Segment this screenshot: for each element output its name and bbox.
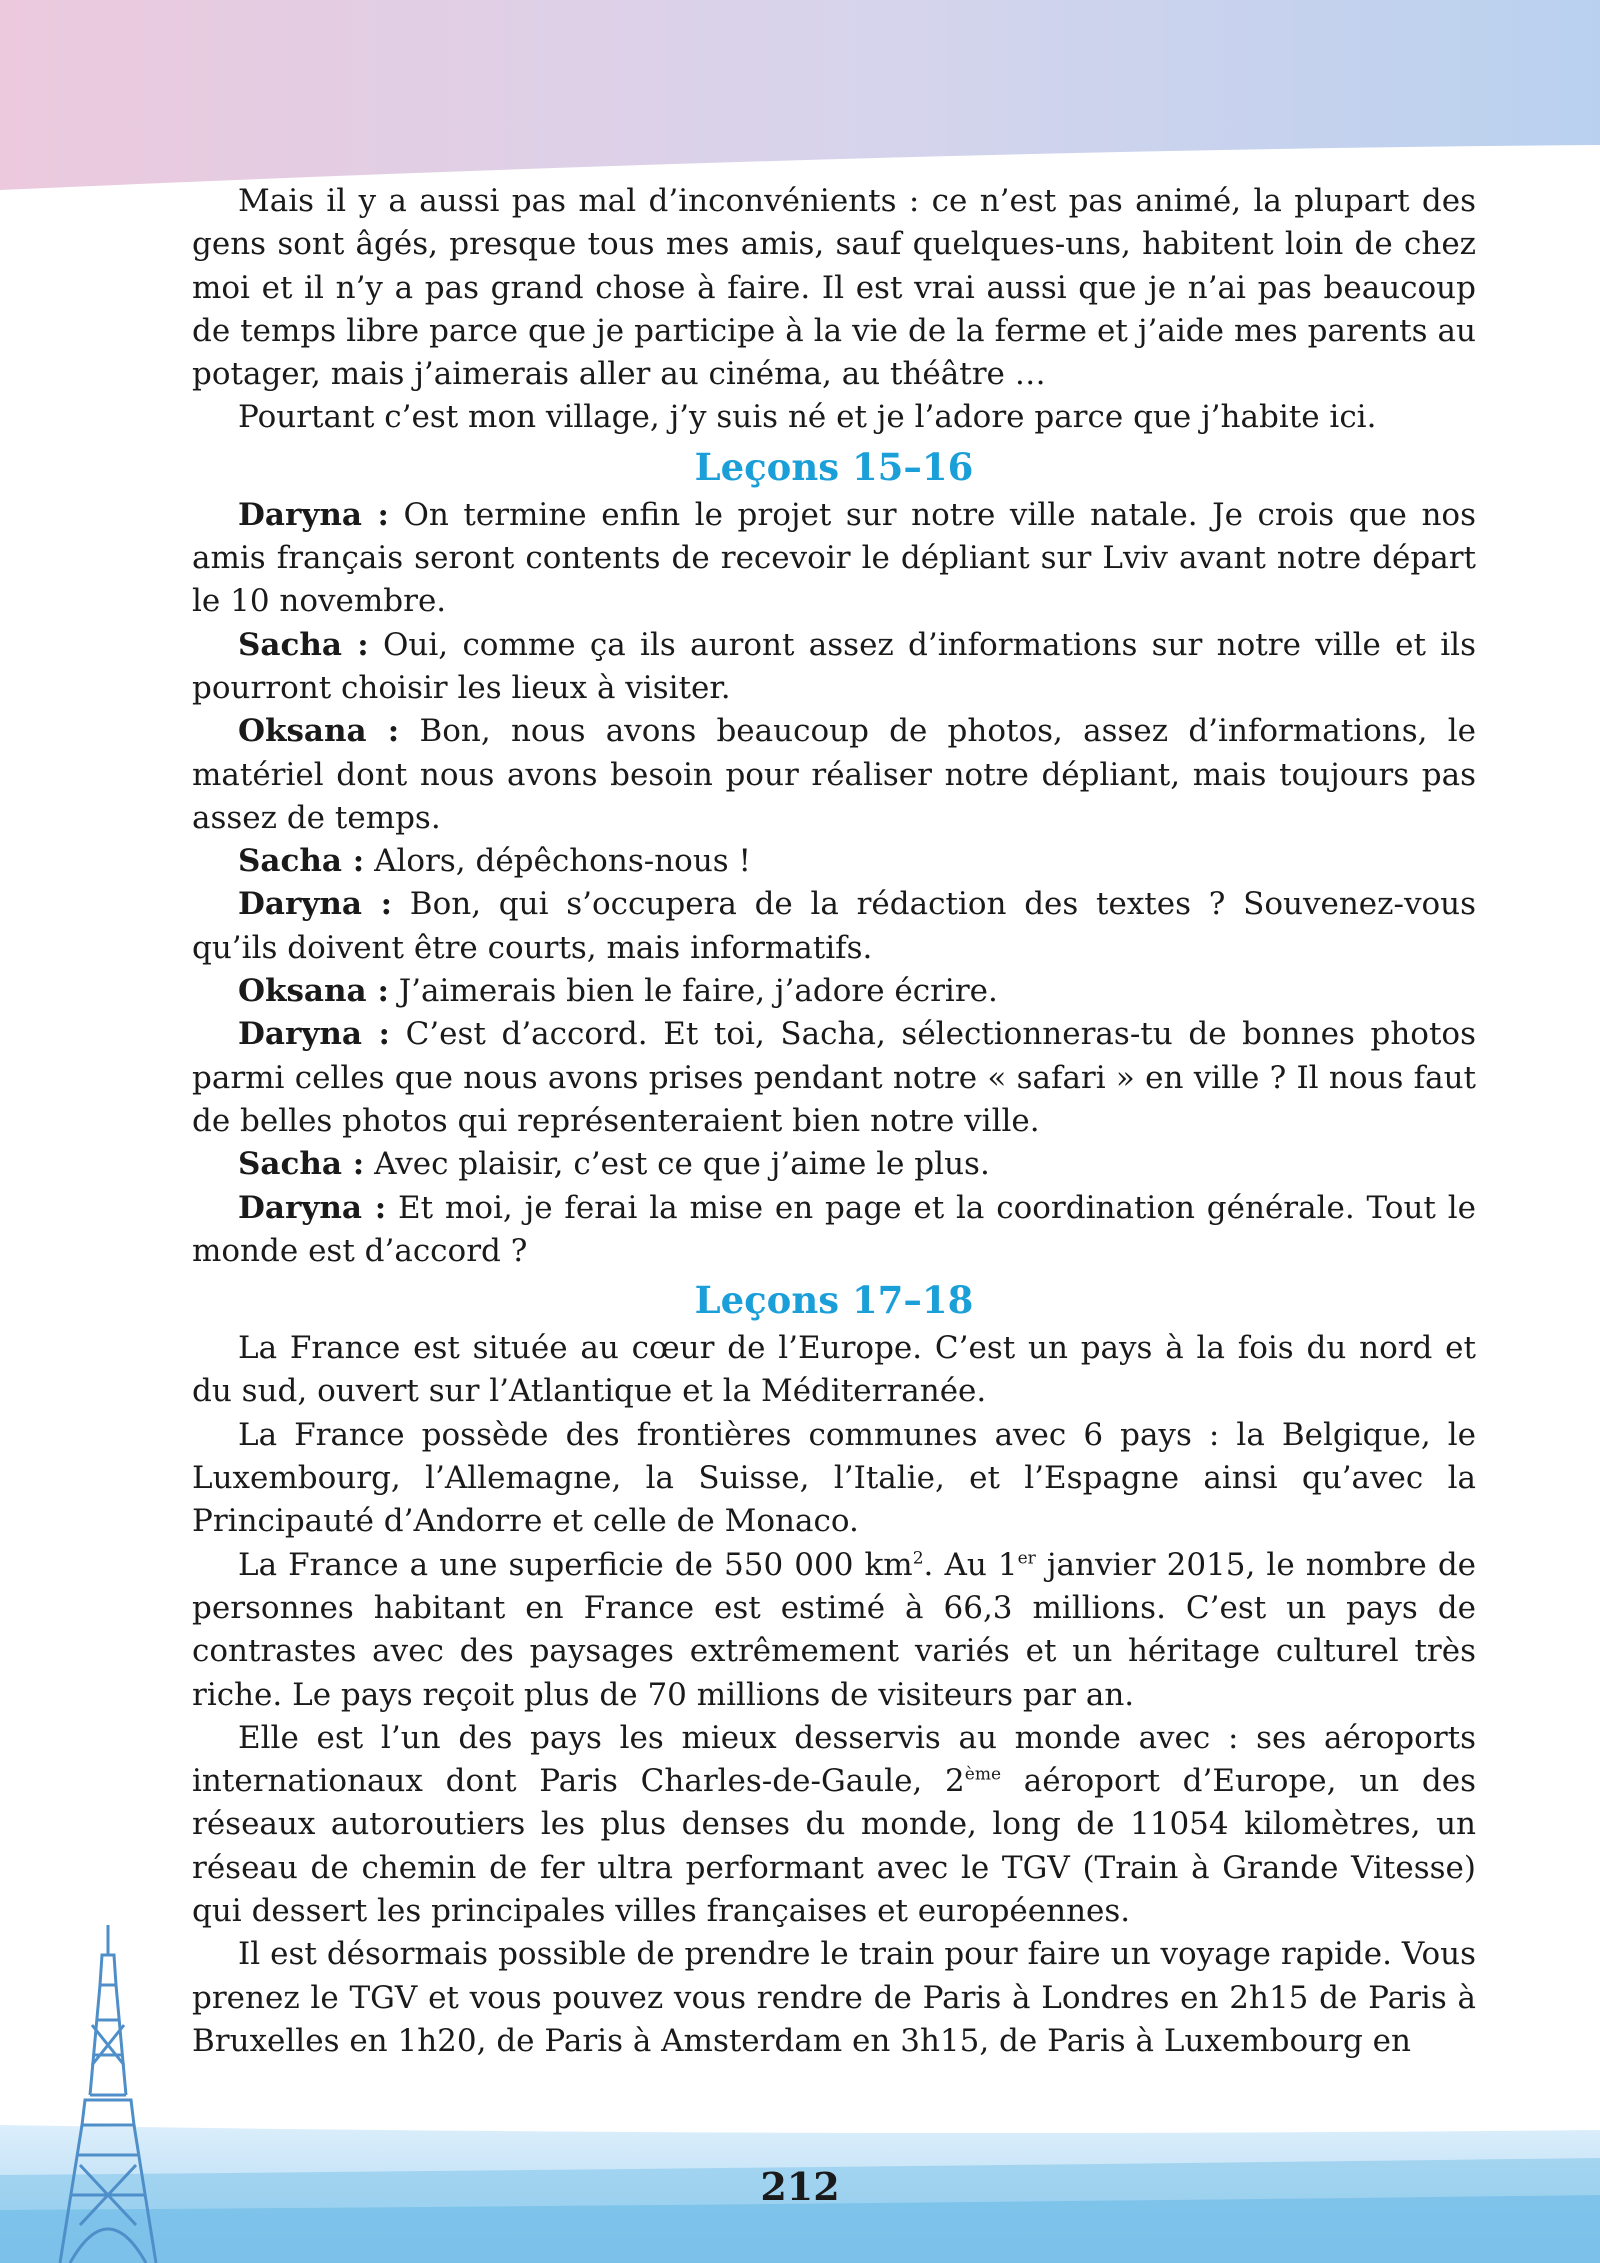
dialogue-line <box>192 970 1476 1013</box>
speaker-name: Daryna : <box>238 496 389 533</box>
dialogue-text: Avec plaisir, c’est ce que j’aime le plus. <box>374 1146 990 1183</box>
paragraph-7: Il est désormais possible de prendre le train pour faire un voyage rapide. Vous prenez le TGV et vous pouvez vous rendre de Paris à Londres en 2h15 de Paris à Bruxelles en 1h20, de Paris à Amsterdam en 3h15, de Paris à Luxembourg en <box>192 1936 1476 2059</box>
dialogue-line <box>192 624 1476 711</box>
dialogue-line <box>192 1187 1476 1274</box>
text-run: . Au 1 <box>923 1546 1018 1583</box>
speaker-name: Daryna : <box>238 1016 390 1053</box>
page-number: 212 <box>760 2164 840 2209</box>
paragraph-4: La France possède des frontières communes avec 6 pays : la Belgique, le Luxembourg, l’Allemagne, la Suisse, l’Italie, et l’Espagne ainsi qu’avec la Principauté d’Andorre et celle de Monaco. <box>192 1416 1476 1540</box>
dialogue-text: Et moi, je ferai la mise en page et la coordination générale. Tout le monde est d’accord ? <box>192 1189 1476 1269</box>
dialogue-text: On termine enfin le projet sur notre ville natale. Je crois que nos amis français seront contents de recevoir le dépliant sur Lviv avant notre départ le 10 novembre. <box>192 496 1476 620</box>
dialogue-line <box>192 883 1476 970</box>
text-run: aéroport d’Europe, un des réseaux autoroutiers les plus denses du monde, long de 11054 kilomètres, un réseau de chemin de fer ultra performant avec le TGV (Train à Grande Vitesse) qui dessert les principales villes françaises et européennes. <box>192 1763 1476 1929</box>
paragraph-5 <box>192 1544 1476 1717</box>
text-run: janvier 2015, le nombre de personnes habitant en France est estimé à 66,3 millions. C’est un pays de contrastes avec des paysages extrêmement variés et un héritage culturel très riche. Le pays reçoit plus de 70 millions de visiteurs par an. <box>192 1546 1477 1713</box>
paragraph-3: La France est située au cœur de l’Europe. C’est un pays à la fois du nord et du sud, ouvert sur l’Atlantique et la Méditerranée. <box>192 1330 1476 1410</box>
dialogue-text: Oui, comme ça ils auront assez d’informations sur notre ville et ils pourront choisir les lieux à visiter. <box>192 626 1476 706</box>
speaker-name: Sacha : <box>238 843 365 880</box>
top-decorative-band <box>0 0 1600 200</box>
speaker-name: Daryna : <box>238 1189 387 1226</box>
dialogue-text: C’est d’accord. Et toi, Sacha, sélectionneras-tu de bonnes photos parmi celles que nous avons prises pendant notre « safari » en ville ? Il nous faut de belles photos qui représenteraient bien notre ville. <box>192 1016 1476 1139</box>
dialogue-line <box>192 710 1476 840</box>
superscript: ème <box>964 1764 1002 1785</box>
paragraph-2: Pourtant c’est mon village, j’y suis né et je l’adore parce que j’habite ici. <box>238 399 1377 436</box>
paragraph-1: Mais il y a aussi pas mal d’inconvénients : ce n’est pas animé, la plupart des gens sont âgés, presque tous mes amis, sauf quelques-uns, habitent loin de chez moi et il n’y a pas grand chose à faire. Il est vrai aussi que je n’ai pas beaucoup de temps libre parce que je participe à la vie de la ferme et j’aide mes parents au potager, mais j’aimerais aller au cinéma, au théâtre … <box>192 183 1476 393</box>
text-run: Elle est l’un des pays les mieux desservis au monde avec : ses aéroports internationaux dont Paris Charles-de-Gaule, 2 <box>192 1719 1476 1800</box>
dialogue-line <box>192 840 1476 883</box>
speaker-name: Oksana : <box>238 973 389 1010</box>
dialogue-text: Bon, nous avons beaucoup de photos, assez d’informations, le matériel dont nous avons besoin pour réaliser notre dépliant, mais toujours pas assez de temps. <box>192 713 1476 836</box>
dialogue-line <box>192 494 1476 624</box>
page-body <box>192 180 1476 2063</box>
superscript: er <box>1017 1548 1036 1569</box>
dialogue-text: Bon, qui s’occupera de la rédaction des textes ? Souvenez-vous qu’ils doivent être courts, mais informatifs. <box>192 886 1476 966</box>
speaker-name: Sacha : <box>238 1146 365 1183</box>
speaker-name: Daryna : <box>238 886 393 923</box>
speaker-name: Oksana : <box>238 713 400 750</box>
dialogue-line <box>192 1013 1476 1143</box>
dialogue-text: J’aimerais bien le faire, j’adore écrire. <box>398 973 998 1010</box>
dialogue-line <box>192 1143 1476 1186</box>
paragraph-6 <box>192 1717 1476 1933</box>
dialogue-text: Alors, dépêchons-nous ! <box>374 843 752 880</box>
section-heading-lecons-17-18: Leçons 17–18 <box>694 1278 974 1323</box>
speaker-name: Sacha : <box>238 626 369 663</box>
superscript: 2 <box>912 1548 924 1569</box>
section-heading-lecons-15-16: Leçons 15–16 <box>694 444 974 489</box>
text-run: La France a une superficie de 550 000 km <box>238 1546 913 1583</box>
